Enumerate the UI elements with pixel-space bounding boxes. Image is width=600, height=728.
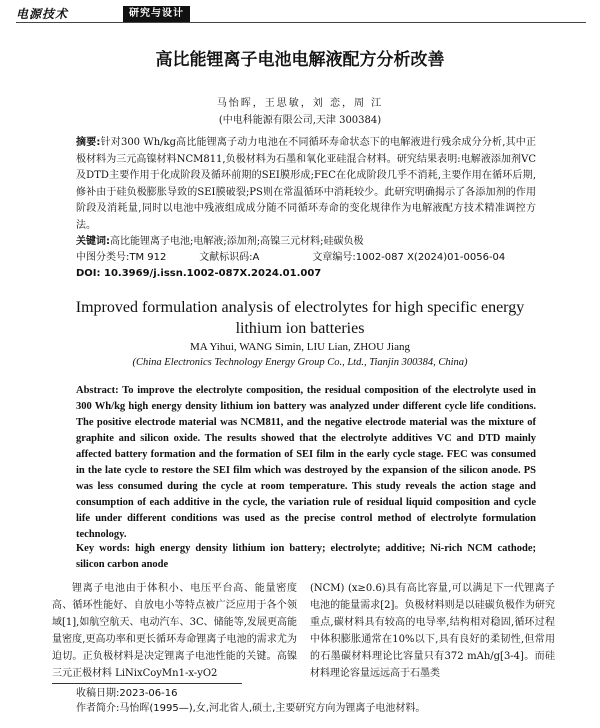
journal-header bbox=[0, 6, 600, 22]
en-authors: MA Yihui, WANG Simin, LIU Lian, ZHOU Jiang bbox=[190, 341, 410, 353]
column-tag: 研究与设计 bbox=[123, 6, 190, 22]
doi: DOI: 10.3969/j.issn.1002-087X.2024.01.007 bbox=[76, 268, 322, 279]
body-column-right: (NCM) (x≥0.6)具有高比容量,可以满足下一代锂离子电池的能量需求[2]。负极材料则是以硅碳负极作为研究重点,碳材料具有较高的电导率,结构相对稳固,循环过程中体积膨胀通常在10%以下,具有良好的柔韧性,但常用的石墨碳材料理论比容量只有372 mAh/g[3-4]。而硅材料理论容量远远高于石墨类 bbox=[310, 583, 555, 679]
en-keywords-text: high energy density lithium ion battery; electrolyte; additive; Ni-rich NCM cathode; silicon carbon anode bbox=[76, 543, 537, 570]
cn-keywords-label: 关键词: bbox=[76, 236, 110, 247]
cn-meta bbox=[76, 251, 536, 265]
en-keywords-label: Key words: bbox=[76, 543, 131, 554]
cn-title: 高比能锂离子电池电解液配方分析改善 bbox=[155, 50, 445, 70]
body-column-left: 锂离子电池由于体积小、电压平台高、能量密度高、循环性能好、自放电小等特点被广泛应用于各个领域[1],如航空航天、电动汽车、3C、储能等,发展更高能量密度,更高功率和更长循环寿命锂离子电池的需求尤为迫切。正负极材料是决定锂离子电池性能的关键。高镍三元正极材料 LiNixCoyMn1-x-yO2 bbox=[52, 583, 297, 679]
author-bio: 作者简介:马怡晖(1995—),女,河北省人,硕士,主要研究方向为锂离子电池材料。 bbox=[76, 703, 426, 714]
clc-number: 中图分类号:TM 912 bbox=[76, 252, 167, 263]
cn-authors: 马怡晖，王思敏，刘 恋，周 江 bbox=[216, 98, 384, 109]
en-title: Improved formulation analysis of electrolytes for high specific energy lithium ion batteries bbox=[75, 299, 525, 337]
en-abstract-text: To improve the electrolyte composition, the residual composition of the electrolyte used in 300 Wh/kg high energy density lithium ion battery was analyzed under different cycle life conditions. The positive electrode material was NCM811, and the negative electrode material was the mixture of graphite and silicon oxide. The results showed that the electrolyte additives VC and DTD mainly affected battery formation and the formation of SEI film in the early cycle stage. FEC was consumed in the late cycle to restore the SEI film which was destroyed by the expansion of the silicon anode. PS was less consumed during the cycle at room temperature. This study reveals the action stage and consumption of each additive in the cycle, the variation rule of residual liquid composition and cycle life under different conditions was used as the precise control method of electrolyte formulation technology. bbox=[76, 385, 536, 540]
journal-name: 电源技术 bbox=[16, 7, 69, 21]
cn-abstract-text: 针对300 Wh/kg高比能锂离子动力电池在不同循环寿命状态下的电解液进行残余成分分析,其中正极材料为三元高镍材料NCM811,负极材料为石墨和氧化亚硅混合材料。研究结果表明:电解液添加剂VC及DTD主要作用于化成阶段及循环前期的SEI膜形成;FEC在化成阶段几乎不消耗,主要作用在循环后期,修补由于硅负极膨胀导致的SEI膜破裂;PS则在常温循环中消耗较少。此研究明确揭示了各添加剂的作用阶段及消耗量,同时以电池中残液组成成分随不同循环寿命的变化规律作为电解液配方技术精准调控方法。 bbox=[76, 137, 537, 231]
document-code: 文献标识码:A bbox=[199, 252, 260, 263]
en-abstract-label: Abstract: bbox=[76, 385, 119, 396]
cn-affiliation: (中电科能源有限公司,天津 300384) bbox=[218, 115, 382, 126]
en-keywords bbox=[76, 541, 536, 573]
footnote-rule bbox=[52, 683, 242, 684]
en-affiliation: (China Electronics Technology Energy Group Co., Ltd., Tianjin 300384, China) bbox=[132, 357, 468, 368]
en-abstract bbox=[76, 383, 536, 543]
article-number: 文章编号:1002-087 X(2024)01-0056-04 bbox=[312, 252, 506, 263]
cn-abstract-label: 摘要: bbox=[76, 137, 101, 148]
cn-keywords-text: 高比能锂离子电池;电解液;添加剂;高镍三元材料;硅碳负极 bbox=[110, 236, 364, 247]
header-rule bbox=[16, 22, 586, 23]
cn-keywords bbox=[76, 235, 536, 249]
cn-abstract bbox=[76, 135, 536, 234]
received-date: 收稿日期:2023-06-16 bbox=[76, 688, 178, 699]
